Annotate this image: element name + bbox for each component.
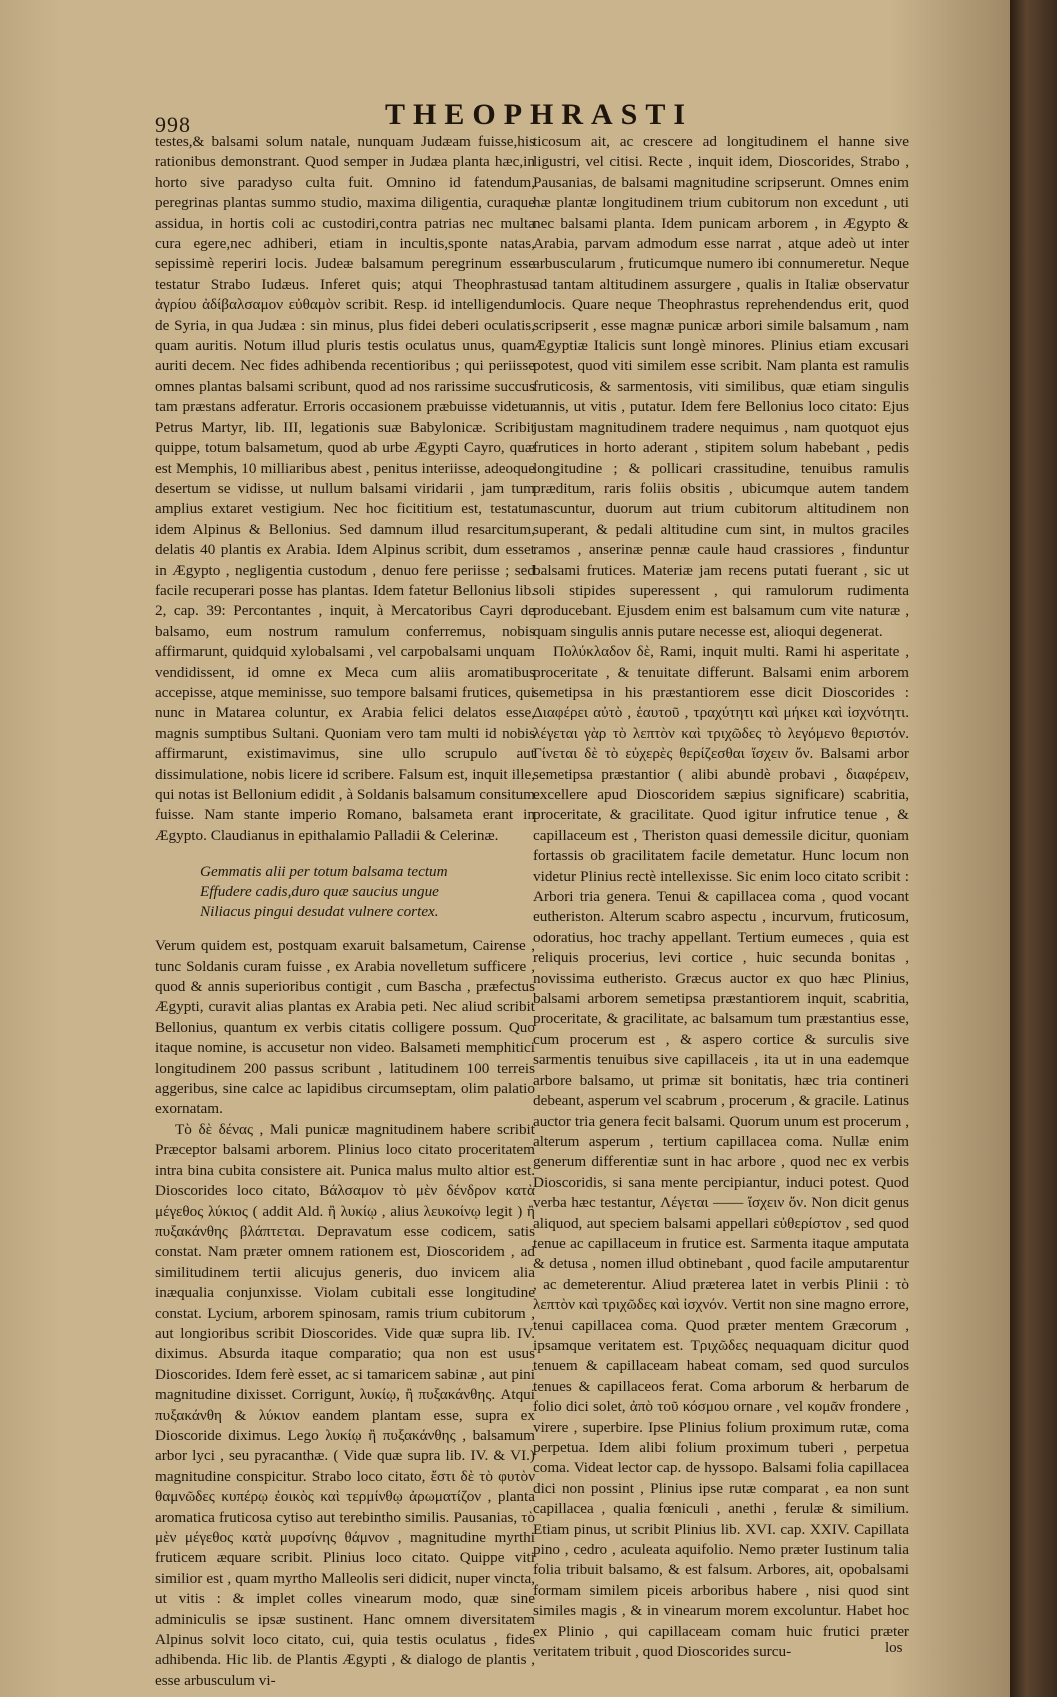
left-paragraph-2: Verum quidem est, postquam exaruit balsametum, Cairense , tunc Soldanis curam fuisse , ex Arabia novelletum sufficere , quod & annis superioribus contigit , cum Bascha , præfectus Ægypti, curavit alias plantas ex Arabia peti. Nec aliud scribit Bellonius, quantum ex verbis citatis colligere possum. Quo itaque nomine, is accusetur non video. Balsameti memphitici longitudinem 200 passus scribunt , latitudinem 100 terreis aggeribus, sine calce ac lapidibus circumseptam, olim palatio exornatam. <box>155 937 535 1118</box>
right-paragraph-2: Πολύκλαδον δὲ, Rami, inquit multi. Rami hi asperitate , proceritate , & tenuitate differunt. Balsami enim arborem semetipsa in his præstantiorem esse dicit Dioscorides : Διαφέρει αὐτὸ , ἑαυτοῦ , τραχύτητι καὶ μήκει καὶ ἰσχνότητι. λέγεται γὰρ τὸ λεπτὸν καὶ τριχῶδες τὸ λεγόμενο θεριστόν. Γίνεται δὲ τὸ εὐχερὲς θερίζεσθαι ἴσχειν ὄν. Balsami arbor semetipsa præstantior ( alibi abundè probavi , διαφέρειν, excellere apud Dioscoridem sæpius significare) scabritia, proceritate, & gracilitate. Quod igitur infrutice tenue , & capillaceum est , Theriston quasi demessile dicitur, quoniam fortassis ob gracilitatem facile demetatur. Hunc locum non videtur Plinius rectè intellexisse. Sic enim loco citato scribit : Arbori tria genera. Tenui & capillacea coma , quod vocant eutheriston. Alterum scabro aspectu , incurvum, fruticosum, odoratius, hoc trachy appellant. Tertium eumeces , quia est reliquis procerius, levi cortice , huic secunda bonitas , novissima eutheristo. Græcus auctor ex quo hæc Plinius, balsami arborem semetipsa præstantiorem inquit, scabritia, proceritate, & gracilitate, ac balsamum tum præstantius esse, cum procerum est , & aspero cortice & surculis sive sarmentis tenuibus sive capillaceis , ita ut in una eademque arbore balsamo, ut primæ sit bonitatis, hæc tria contineri debeant, asperum vel scabrum , procerum , & gracile. Latinus auctor tria genera fecit balsami. Quorum unum est procerum , alterum asperum , tertium capillacea coma. Nullæ enim generum differentiæ sunt in hac arbore , quod nec ex verbis Dioscoridis, si sana mente percipiantur, induci potest. Quod verba hæc testantur, Λέγεται ―― ἴσχειν ὄν. Non dicit genus aliquod, aut speciem balsami appellari εὐθερίστον , sed quod tenue ac capillaceum in frutice est. Sarmenta itaque amputata & detusa , nomen illud obtinebant , quod facile amputarentur , ac demeterentur. Aliud præterea latet in verbis Plinii : τὸ λεπτὸν καὶ τριχῶδες καὶ ἰσχνόν. Vertit non sine magno errore, tenui capillacea coma. Quod præter mentem Græcorum , ipsamque veritatem est. Τριχῶδες nequaquam dicitur quod tenuem & capillaceam habeat comam, sed quod surculos tenues & capillaceos ferat. Coma arborum & herbarum de folio dici solet, ἀπὸ τοῦ κόσμου ornare , vel κομᾶν frondere , virere , superbire. Ipse Plinius folium proximum rutæ, coma perpetua. Idem alibi folium proximum tuberi , perpetua coma. Videat lector cap. de hyssopo. Balsami folia capillacea dici non possint , Plinius ipse rutæ comparat , ea non sunt capillacea , qualia fœniculi , anethi , ferulæ & similium. Etiam pinus, ut scribit Plinius lib. XVI. cap. XXIV. Capillata pino , cedro , aculeata aquifolio. Nemo præter Iustinum talia folia tribuit balsamo, & est falsum. Arbores, ait, opobalsami formam similem piceis arboribus habere , nisi quod sint similes magis , & in vinearum morem excoluntur. Habet hoc ex Plinio , qui capillaceam comam huic frutici præter veritatem tribuit , quod Dioscorides surcu- <box>533 643 909 1661</box>
right-paragraph-1: ticosum ait, ac crescere ad longitudinem el hanne sive ligustri, vel citisi. Recte , inquit idem, Dioscorides, Strabo , Pausanias, de balsami magnitudine scripserunt. Omnes enim hæ plantæ longitudinem trium cubitorum non excedunt , uti nec balsami planta. Idem punicam arborem , in Ægypto & Arabia, parvam admodum esse narrat , atque adeò ut inter arbuscularum , fruticumque numero ibi connumeretur. Neque ad tantam altitudinem assurgere , qualis in Italiæ observatur locis. Quare neque Theophrastus reprehendendus erit, quod scripserit , esse magnæ punicæ arbori simile balsamum , nam Ægyptiæ Italicis sunt longè minores. Plinius etiam excusari potest, quod viti similem esse scribit. Nam planta est ramulis fruticosis, & sarmentosis, viti similibus, quæ etiam singulis annis, ut vitis , putatur. Idem fere Bellonius loco citato: Ejus justam magnitudinem tradere nequimus , nam quotquot ejus frutices in horto aderant , stipitem solum habebant , pedis longitudine ; & pollicari crassitudine, tenuibus ramulis præditum, raris foliis obsitis , ubicumque autem tandem nascuntur, duorum aut trium cubitorum altitudinem non superant, & pedali altitudine cum sint, in multos graciles ramos , anserinæ pennæ caule haud crassiores , finduntur balsami frutices. Materiæ jam recens putati fuerant , sic ut soli stipides superessent , qui ramulorum rudimenta producebant. Ejusdem enim est balsamum cum vite naturæ , quam singulis annis putare necesse est, alioqui degenerat. <box>533 133 909 640</box>
left-column <box>155 132 535 1689</box>
left-paragraph-1: testes,& balsami solum natale, nunquam Judæam fuisse,his rationibus demonstrant. Quod semper in Judæa planta hæc,in horto sive paradyso culta fuit. Omnino id fatendum, peregrinas plantas summo studio, maxima diligentia, curaque assidua, in hortis coli ac custodiri,contra patrias nec multa cura egere,nec adhiberi, etiam in incultis,sponte natas, sepissimè reperiri locis. Judeæ balsamum peregrinum esse testatur Strabo Iudæus. Inferet quis; atqui Theophrastus ἀγρίου ἀδίβαλσαμον εὐθαμὸν scribit. Resp. id intelligendum de Syria, in qua Judæa : sin minus, plus fidei deberi oculatis, quam auritis. Notum illud pluris testis oculatus unus, quam auriti decem. Nec fides adhibenda recentioribus ; qui periisse omnes plantas balsami scribunt, quod ad nos rarissime succus tam præstans adferatur. Erroris occasionem præbuisse videtur Petrus Martyr, lib. III, legationis suæ Babylonicæ. Scribit quippe, totum balsametum, quod ab urbe Ægypti Cayro, quæ est Memphis, 10 milliaribus abest , penitus interiisse, adeoque desertum se vidisse, ut nullum balsami viridarii , jam tum amplius extaret vestigium. Nec hoc ficititium est, testatur idem Alpinus & Bellonius. Sed damnum illud resarcitum, delatis 40 plantis ex Arabia. Idem Alpinus scribit, dum esset in Ægypto , negligentia custodum , denuo fere periisse ; sed facile recuperari posse has plantas. Idem fatetur Bellonius lib. 2, cap. 39: Percontantes , inquit, à Mercatoribus Cayri de balsamo, eum nostrum ramulum conferremus, nobis affirmarunt, quidquid xylobalsami , vel carpobalsami unquam vendidissent, id omne ex Meca cum aliis aromatibus accepisse, atque meminisse, suo tempore balsami frutices, qui nunc in Matarea coluntur, ex Arabia felici delatos esse, magnis sumptibus Sultani. Quoniam vero tam multi id nobis affirmarunt, existimavimus, sine ullo scrupulo aut dissimulatione, nobis licere id scribere. Falsum est, inquit ille, qui notas ist Bellonium edidit , à Soldanis balsamum consitum fuisse. Nam stante imperio Romano, balsameta erant in Ægypto. Claudianus in epithalamio Palladii & Celerinæ. <box>155 133 535 844</box>
book-binding <box>1010 0 1057 1697</box>
verse-quote <box>200 862 535 922</box>
verse-line-3: Niliacus pingui desudat vulnere cortex. <box>200 903 439 921</box>
right-column <box>533 132 909 1661</box>
left-paragraph-3: Τὸ δὲ δένας , Mali punicæ magnitudinem habere scribit Præceptor balsami arborem. Plinius loco citato proceritatem intra bina cubita consistere ait. Punica malus multo altior est. Dioscorides loco citato, Βάλσαμον τὸ μὲν δένδρον κατὰ μέγεθος λύκιος ( addit Ald. ἢ λυκίῳ , alius λευκοίνῳ legit ) ἢ πυξακάνθης βλάπτεται. Depravatum esse codicem, satis constat. Nam præter omnem rationem est, Dioscoridem , ad similitudinem tertii alicujus generis, duo invicem alia inæqualia conjunxisse. Violam cubitali esse longitudine constat. Lycium, arborem spinosam, ramis trium cubitorum , aut longioribus scribit Dioscorides. Vide quæ supra lib. IV. diximus. Absurda itaque comparatio; qua non est usus Dioscorides. Idem ferè esset, ac si tamaricem sabinæ , aut pini magnitudine dixisset. Corrigunt, λυκίῳ, ἢ πυξακάνθης. Atqui πυξακάνθη & λύκιον eandem plantam esse, supra ex Dioscoride diximus. Lego λυκίῳ ἢ πυξακάνθης , balsamum arbor lyci , seu pyracanthæ. ( Vide quæ supra lib. IV. & VI.) magnitudine conspicitur. Strabo loco citato, ἔστι δὲ τὸ φυτὸν θαμνῶδες κυπέρῳ ἐοικὸς καὶ τερμίνθῳ ἀρωματίζον , planta aromatica fruticosa cytiso aut terebintho similis. Pausanias, τὸ μὲν μέγεθος κατὰ μυρσίνης θάμνον , magnitudine myrthi fruticem æquare scribit. Plinius loco citato. Quippe viti similior est , quam myrtho Malleolis seri didicit, nuper vincta, ut vitis : & implet colles vinearum modo, quæ sine adminiculis se ipsæ sustinent. Hanc omnem diversitatem Alpinus solvit loco citato, cui, quia testis oculatus , fides adhibenda. Hic lib. de Plantis Ægypti , & dialogo de plantis , esse arbusculum vi- <box>155 1120 535 1689</box>
catchword: los <box>885 1640 903 1656</box>
verse-line-2: Effudere cadis,duro quæ saucius ungue <box>200 883 439 901</box>
verse-line-1: Gemmatis alii per totum balsama tectum <box>200 863 448 881</box>
running-head: THEOPHRASTI <box>385 98 694 131</box>
page-number: 998 <box>155 112 191 137</box>
